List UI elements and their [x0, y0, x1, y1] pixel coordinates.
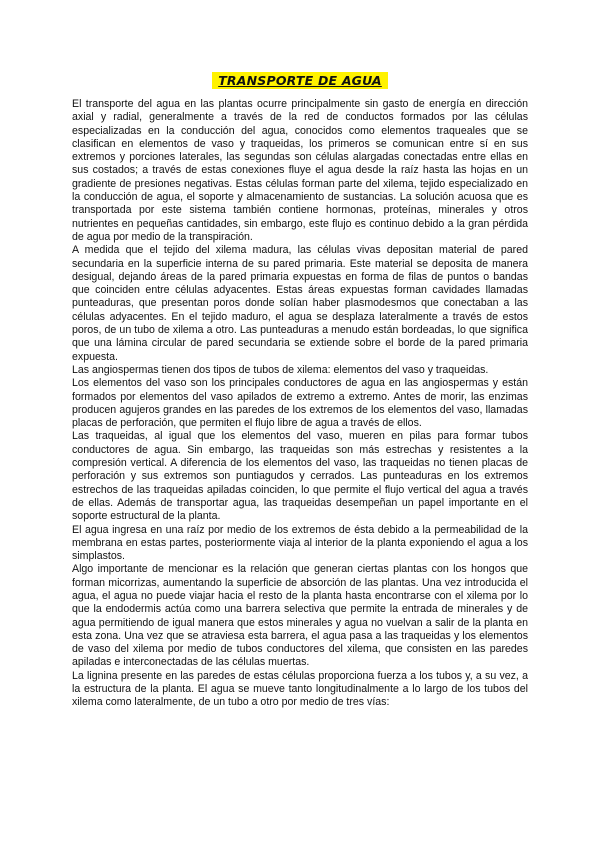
document-page [72, 72, 528, 710]
title-wrapper [72, 72, 528, 94]
page-title: TRANSPORTE DE AGUA [212, 72, 388, 89]
paragraph-lignin: La lignina presente en las paredes de estas células proporciona fuerza a los tubos y, a su vez, a la estructura de la planta. El agua se mueve tanto longitudinalmente a lo largo de los tubos del xilema como lateralmente, de un tubo a otro por medio de tres vías: [72, 669, 528, 709]
paragraph-mycorrhizae: Algo importante de mencionar es la relación que generan ciertas plantas con los hongos que forman micorrizas, aumentando la superficie de absorción de las plantas. Una vez introducida el agua, el agua no puede viajar hacia el resto de la planta hasta encontrarse con el xilema por lo que la endodermis actúa como una barrera selectiva que permite la entrada de minerales y de agua permitiendo de igual manera que estos minerales y agua no vuelvan a salir de la planta en esta zona. Una vez que se atraviesa esta barrera, el agua pasa a las traqueidas y los elementos de vaso del xilema por medio de tubos conductores del xilema, que consisten en las paredes apiladas e interconectadas de las células muertas. [72, 563, 528, 669]
paragraph-root-entry: El agua ingresa en una raíz por medio de los extremos de ésta debido a la permeabilidad de la membrana en estas partes, posteriormente viaja al interior de la planta exponiendo el agua a los simplastos. [72, 523, 528, 563]
paragraph-tracheids: Las traqueidas, al igual que los elementos del vaso, mueren en pilas para formar tubos conductores de agua. Sin embargo, las traqueidas son más estrechas y resistentes a la compresión vertical. A diferencia de los elementos del vaso, las traqueidas no tienen placas de perforación y sus extremos son puntiagudos y cerrados. Las punteaduras en los extremos estrechos de las traqueidas apiladas coinciden, lo que permite el flujo vertical del agua a través de ellas. Además de transportar agua, las traqueidas desempeñan un papel importante en el soporte estructural de la planta. [72, 430, 528, 523]
paragraph-vessel-elements: Los elementos del vaso son los principales conductores de agua en las angiospermas y están formados por elementos del vaso apilados de extremo a extremo. Antes de morir, las enzimas producen agujeros grandes en las paredes de los extremos de los elementos del vaso, llamadas placas de perforación, que permiten el flujo libre de agua a través de ellos. [72, 377, 528, 430]
paragraph-xylem-maturation: A medida que el tejido del xilema madura, las células vivas depositan material de pared secundaria en la superficie interna de su pared primaria. Este material se deposita de manera desigual, dejando áreas de la pared primaria expuestas en forma de filas de puntos o bandas que coinciden entre células adyacentes. Estas áreas expuestas forman cavidades llamadas punteaduras, que presentan poros donde solían haber plasmodesmos que conectaban a las células adyacentes. En el tejido maduro, el agua se desplaza lateralmente a través de estos poros, de un tubo de xilema a otro. Las punteaduras a menudo están bordeadas, lo que significa que una lámina circular de pared secundaria se extiende sobre el borde de la pared primaria expuesta. [72, 244, 528, 363]
paragraph-intro: El transporte del agua en las plantas ocurre principalmente sin gasto de energía en dirección axial y radial, generalmente a través de la red de conductos formados por las células especializadas en la conducción del agua, conocidos como elementos traqueales que se clasifican en elementos de vaso y traqueidas, los primeros se comunican entre sí en sus extremos y porciones laterales, las segundas son células alargadas conectadas entre ellas en sus costados; a través de estas conexiones fluye el agua desde la raíz hasta las hojas en un gradiente de presiones negativas. Estas células forman parte del xilema, tejido especializado en la conducción de agua, el soporte y almacenamiento de sustancias. La solución acuosa que es transportada por este sistema también contiene hormonas, proteínas, minerales y otros nutrientes en pequeñas cantidades, sin embargo, este flujo es continuo debido a la gran pérdida de agua por medio de la transpiración. [72, 98, 528, 243]
paragraph-angiosperm-types: Las angiospermas tienen dos tipos de tubos de xilema: elementos del vaso y traqueidas. [72, 363, 489, 376]
